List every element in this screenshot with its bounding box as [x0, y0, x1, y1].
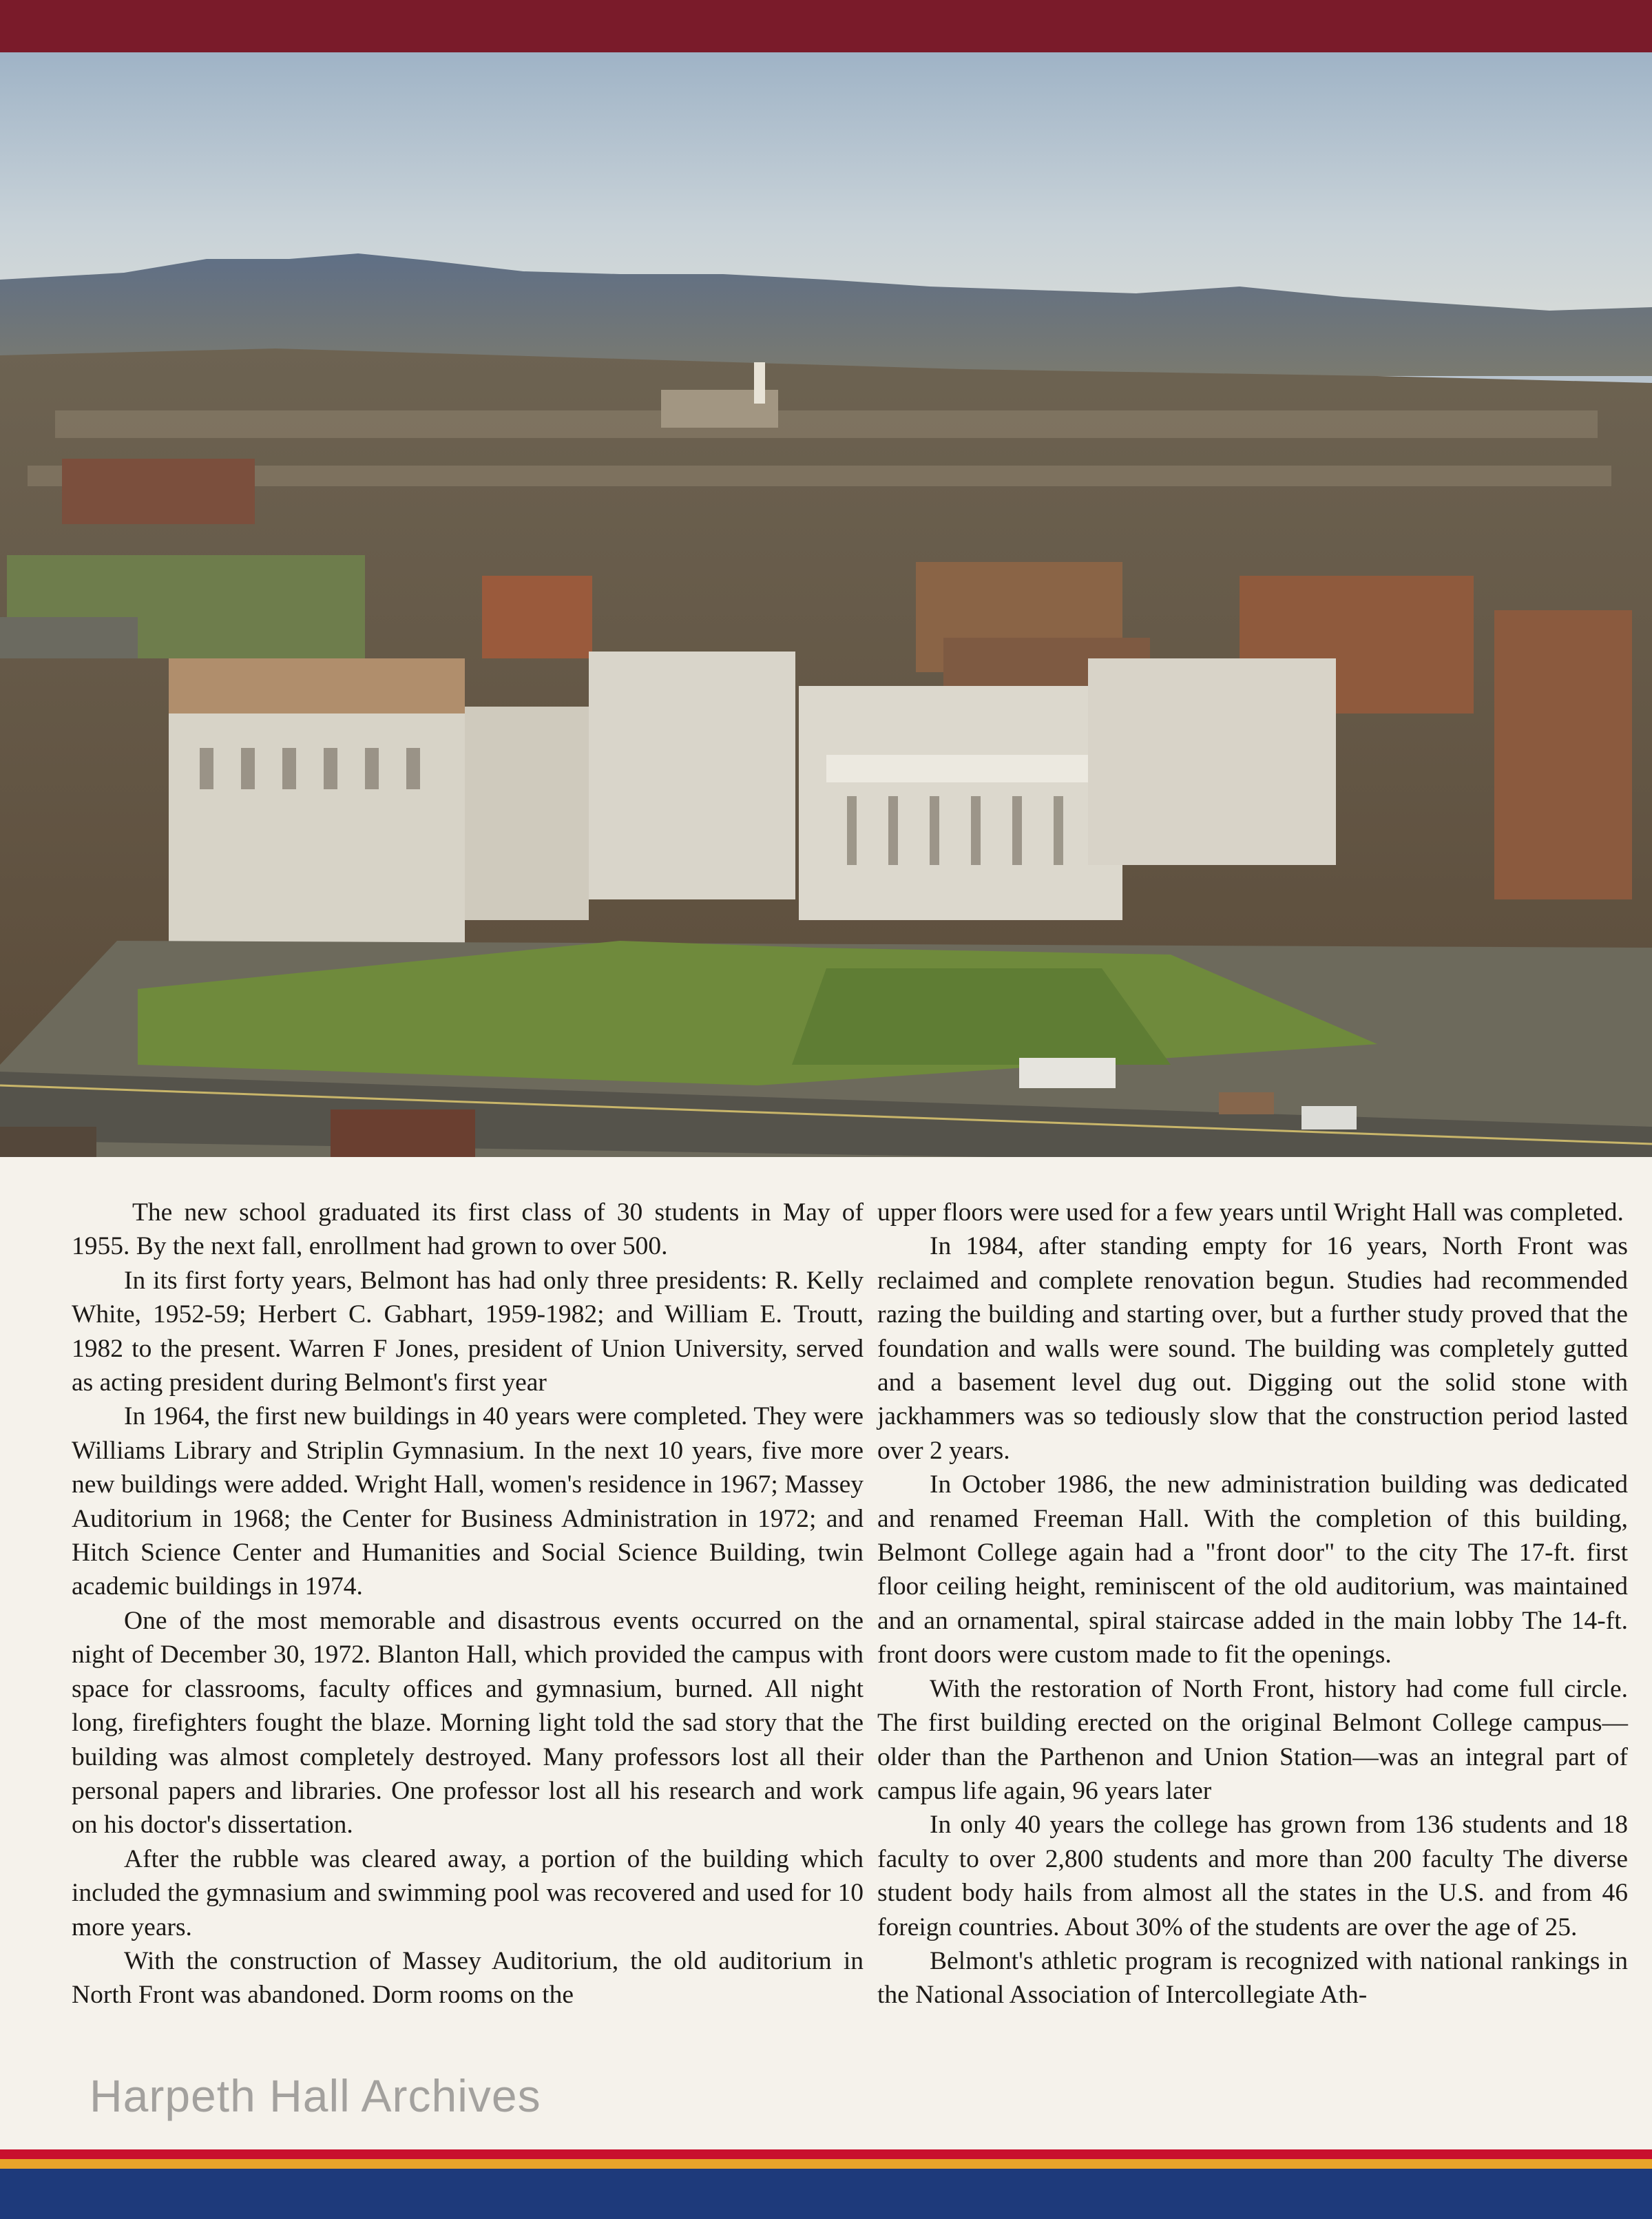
right-paragraph-6: Belmont's athletic program is recognized with national rankings in the National Association of Intercollegiate Ath- — [877, 1946, 1628, 2010]
bottom-red-stripe — [0, 2149, 1652, 2159]
right-paragraph-1: upper floors were used for a few years until Wright Hall was completed. — [877, 1198, 1624, 1227]
right-paragraph-4: With the restoration of North Front, history had come full circle. The first building erected on the original Belmont College campus—older than the Parthenon and Union Station—was an integral part of campus life again, 96 years later — [877, 1674, 1628, 1805]
left-paragraph-1: The new school graduated its first class of 30 students in May of 1955. By the next fall, enrollment had grown to over 500. — [72, 1198, 864, 1261]
bottom-navy-band — [0, 2169, 1652, 2219]
top-color-band — [0, 0, 1652, 52]
left-paragraph-4: One of the most memorable and disastrous events occurred on the night of December 30, 1972. Blanton Hall, which provided the campus with space for classrooms, faculty offices and gymnasium, burned. All night long, firefighters fought the blaze. Morning light told the sad story that the building was almost completely destroyed. Many professors lost all their personal papers and libraries. One professor lost all his research and work on his doctor's dissertation. — [72, 1606, 864, 1840]
right-paragraph-3: In October 1986, the new administration building was dedicated and renamed Freeman Hall. With the completion of this building, Belmont College again had a "front door" to the city The 17-ft. first floor ceiling height, reminiscent of the old auditorium, was maintained and an ornamental, spiral staircase added in the main lobby The 14-ft. front doors were custom made to fit the openings. — [877, 1470, 1628, 1669]
left-paragraph-6: With the construction of Massey Auditorium, the old auditorium in North Front was abandoned. Dorm rooms on the — [72, 1946, 864, 2010]
left-paragraph-2: In its first forty years, Belmont has had only three presidents: R. Kelly White, 1952-59; Herbert C. Gabhart, 1959-1982; and William E. Troutt, 1982 to the present. Warren F Jones, president of Union University, served as acting president during Belmont's first year — [72, 1266, 864, 1397]
right-text-column — [877, 1196, 1628, 2012]
right-paragraph-5: In only 40 years the college has grown from 136 students and 18 faculty to over 2,800 students and more than 200 faculty The diverse student body hails from almost all the states in the U.S. and from 46 foreign countries. About 30% of the students are over the age of 25. — [877, 1811, 1628, 1941]
left-paragraph-5: After the rubble was cleared away, a portion of the building which included the gymnasium and swimming pool was recovered and used for 10 more years. — [72, 1844, 864, 1941]
left-paragraph-3: In 1964, the first new buildings in 40 years were completed. They were Williams Library and Striplin Gymnasium. In the next 10 years, five more new buildings were added. Wright Hall, women's residence in 1967; Massey Auditorium in 1968; the Center for Business Administration in 1972; and Hitch Science Center and Humanities and Social Science Building, twin academic buildings in 1974. — [72, 1402, 864, 1601]
aerial-campus-photo — [0, 52, 1652, 1157]
right-paragraph-2: In 1984, after standing empty for 16 years, North Front was reclaimed and complete renovation begun. Studies had recommended razing the building and starting over, but a further study proved that the foundation and walls were sound. The building was completely gutted and a basement level dug out. Digging out the solid stone with jackhammers was so tediously slow that the construction period lasted over 2 years. — [877, 1232, 1628, 1465]
bottom-gold-stripe — [0, 2159, 1652, 2169]
left-text-column — [72, 1196, 864, 2012]
archive-watermark: Harpeth Hall Archives — [90, 2070, 541, 2121]
